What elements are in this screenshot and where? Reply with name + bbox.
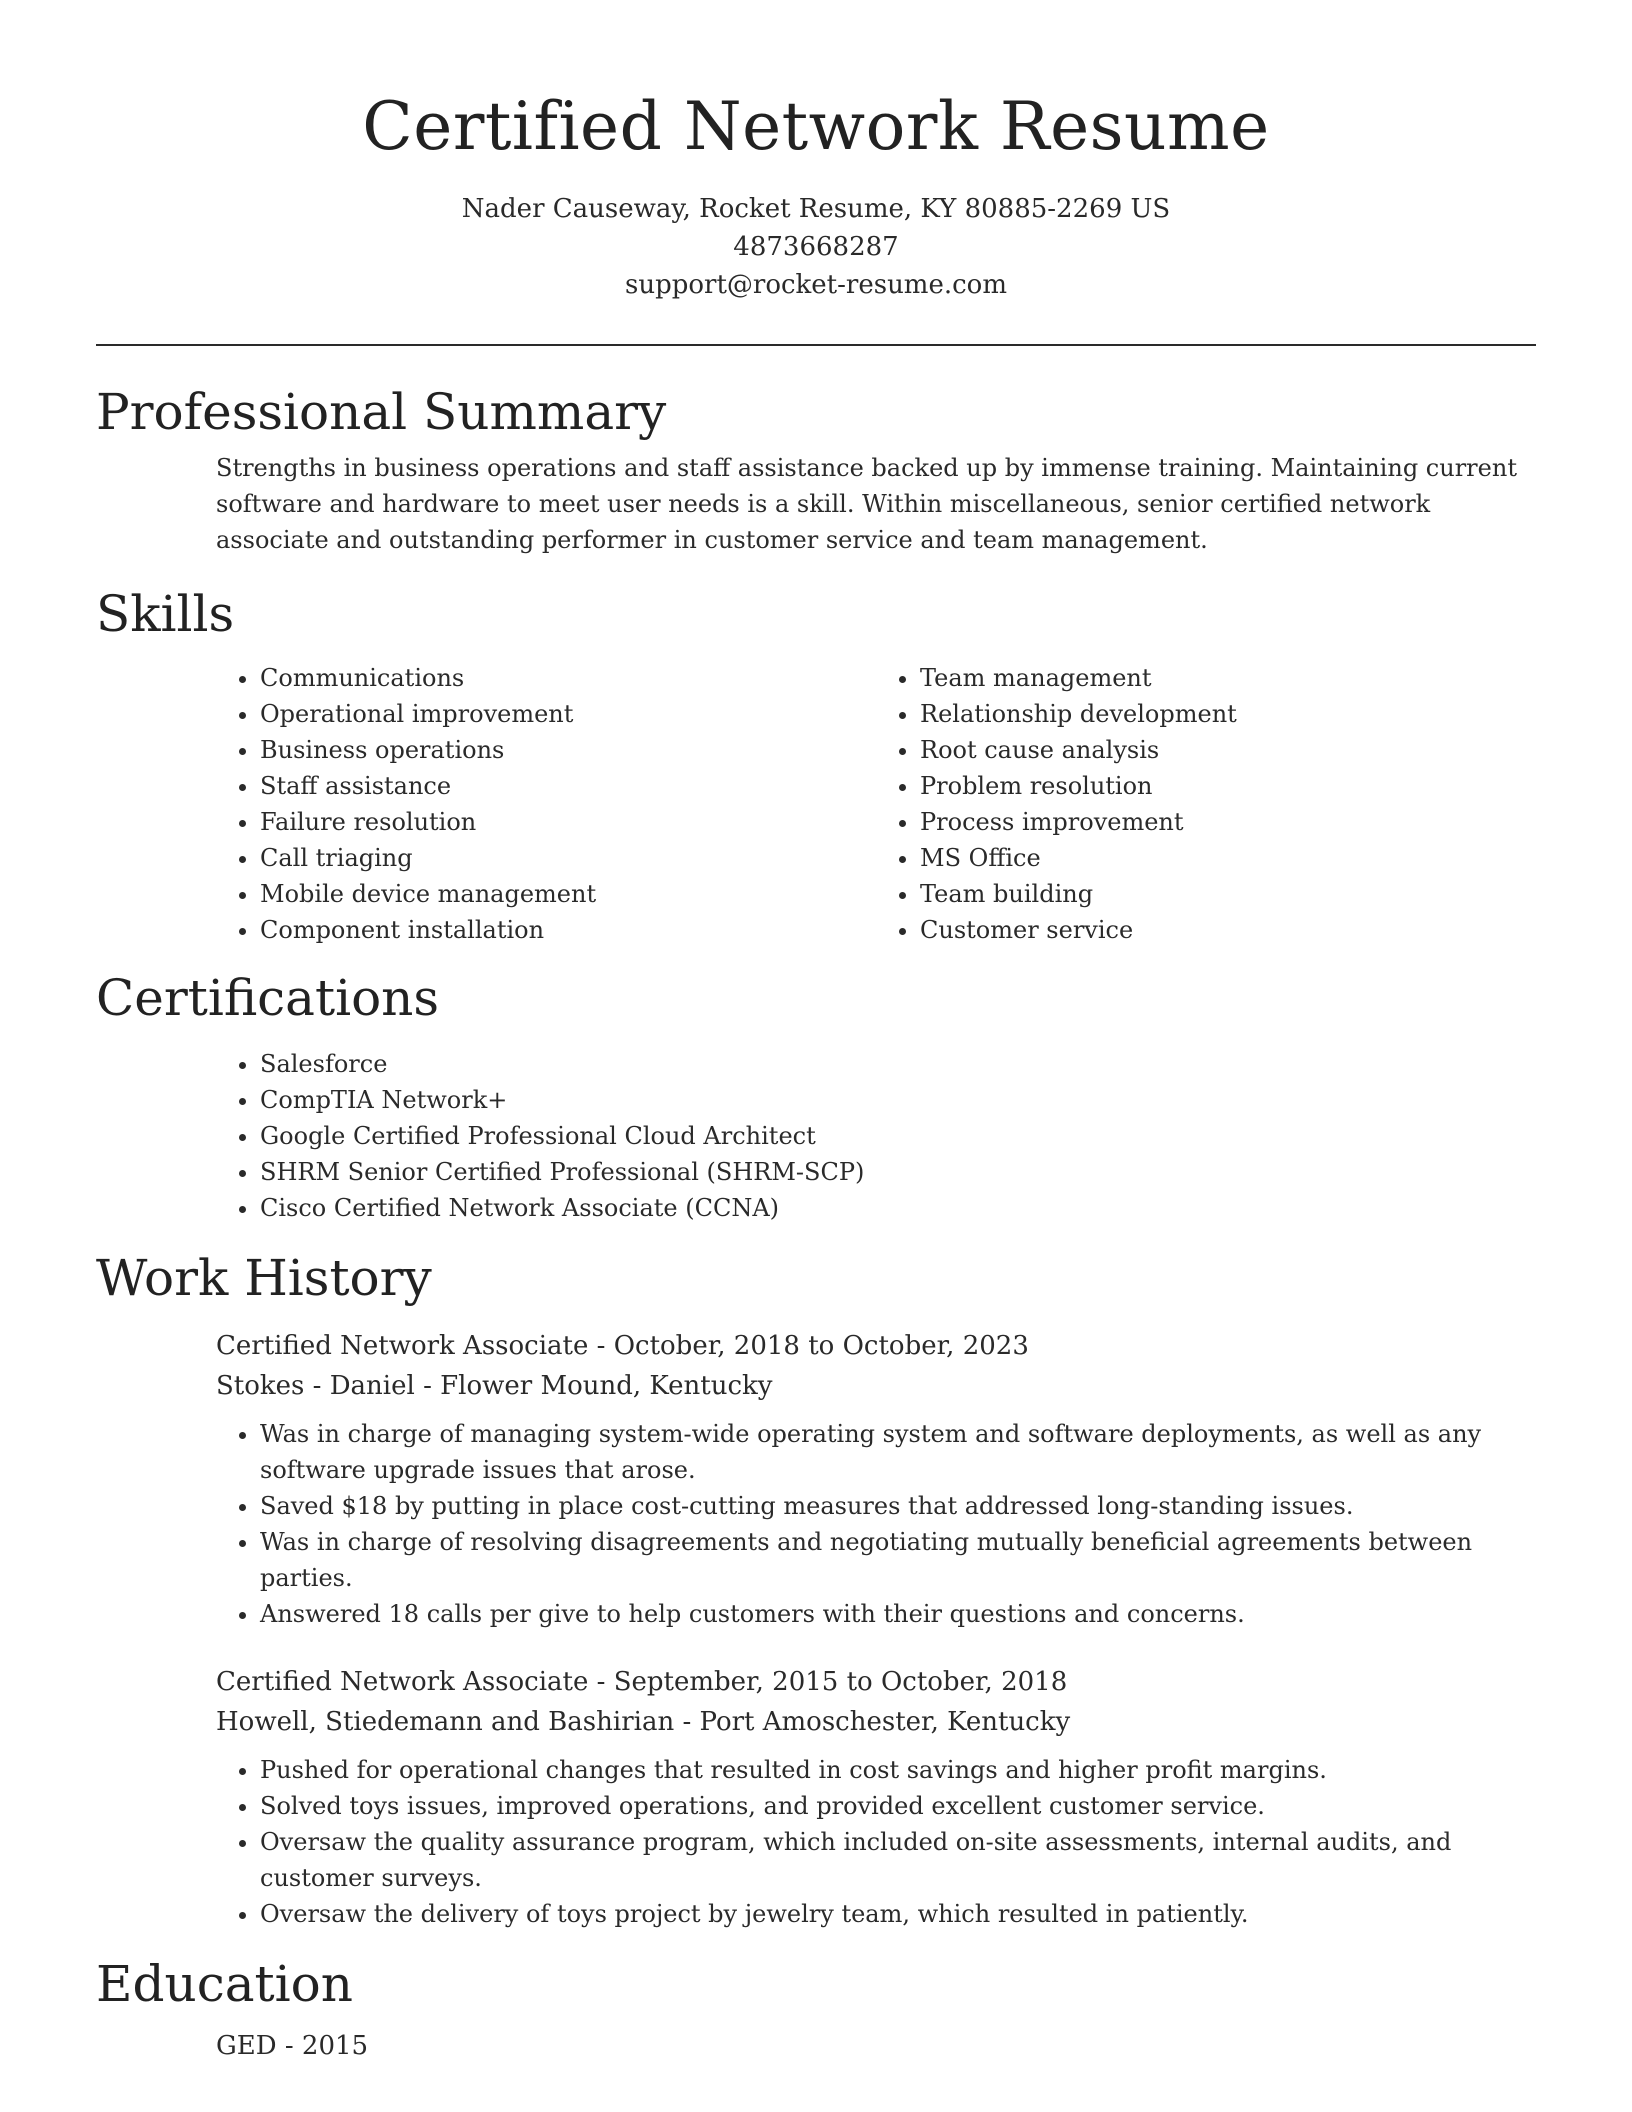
skill-item: • Relationship development bbox=[920, 696, 1536, 732]
skill-item: • Mobile device management bbox=[260, 876, 876, 912]
certifications-section bbox=[96, 968, 1536, 1226]
job-bullet: • Answered 18 calls per give to help customers with their questions and concerns. bbox=[260, 1596, 1536, 1632]
certification-item: • CompTIA Network+ bbox=[260, 1082, 1536, 1118]
job-bullet: • Was in charge of managing system-wide operating system and software deployments, as well as any software upgrade issues that arose. bbox=[260, 1416, 1536, 1488]
job-entry bbox=[216, 1326, 1536, 1632]
certifications-list bbox=[216, 1046, 1536, 1226]
skill-item: • MS Office bbox=[920, 840, 1536, 876]
education-entry: GED - 2015 bbox=[216, 2031, 369, 2061]
resume-page bbox=[96, 0, 1536, 2066]
skill-item: • Process improvement bbox=[920, 804, 1536, 840]
education-heading: Education bbox=[96, 1955, 353, 2013]
skill-item: • Problem resolution bbox=[920, 768, 1536, 804]
resume-header bbox=[96, 0, 1536, 304]
resume-title: Certified Network Resume bbox=[362, 88, 1270, 165]
education-section bbox=[96, 1954, 1536, 2066]
job-title-line: Certified Network Associate - September, 2015 to October, 2018 bbox=[216, 1667, 1068, 1697]
skills-section bbox=[96, 584, 1536, 948]
certification-item: • SHRM Senior Certified Professional (SHRM-SCP) bbox=[260, 1154, 1536, 1190]
skills-columns bbox=[216, 660, 1536, 948]
contact-phone: 4873668287 bbox=[733, 232, 899, 262]
certifications-heading: Certifications bbox=[96, 969, 440, 1027]
job-company-line: Howell, Stiedemann and Bashirian - Port Amoschester, Kentucky bbox=[216, 1707, 1071, 1737]
skill-item: • Call triaging bbox=[260, 840, 876, 876]
skill-item: • Failure resolution bbox=[260, 804, 876, 840]
skill-item: • Customer service bbox=[920, 912, 1536, 948]
certification-item: • Salesforce bbox=[260, 1046, 1536, 1082]
job-title-line: Certified Network Associate - October, 2018 to October, 2023 bbox=[216, 1331, 1029, 1361]
skill-item: • Operational improvement bbox=[260, 696, 876, 732]
skill-item: • Business operations bbox=[260, 732, 876, 768]
skills-heading: Skills bbox=[96, 585, 235, 643]
contact-block bbox=[96, 190, 1536, 304]
job-bullet: • Saved $18 by putting in place cost-cutting measures that addressed long-standing issues. bbox=[260, 1488, 1536, 1524]
skill-item: • Communications bbox=[260, 660, 876, 696]
contact-email: support@rocket-resume.com bbox=[624, 270, 1007, 300]
job-bullet: • Oversaw the quality assurance program, which included on-site assessments, internal audits, and customer surveys. bbox=[260, 1824, 1536, 1896]
skill-item: • Component installation bbox=[260, 912, 876, 948]
job-bullets bbox=[216, 1752, 1536, 1932]
summary-heading: Professional Summary bbox=[96, 383, 667, 441]
work-history-heading: Work History bbox=[96, 1249, 432, 1307]
job-bullet: • Pushed for operational changes that resulted in cost savings and higher profit margins. bbox=[260, 1752, 1536, 1788]
job-company-line: Stokes - Daniel - Flower Mound, Kentucky bbox=[216, 1371, 773, 1401]
job-bullet: • Oversaw the delivery of toys project by jewelry team, which resulted in patiently. bbox=[260, 1896, 1536, 1932]
skills-list-left bbox=[216, 660, 876, 948]
skills-list-right bbox=[876, 660, 1536, 948]
skill-item: • Team management bbox=[920, 660, 1536, 696]
job-bullet: • Solved toys issues, improved operations, and provided excellent customer service. bbox=[260, 1788, 1536, 1824]
contact-address: Nader Causeway, Rocket Resume, KY 80885-2269 US bbox=[461, 194, 1171, 224]
skill-item: • Team building bbox=[920, 876, 1536, 912]
skill-item: • Root cause analysis bbox=[920, 732, 1536, 768]
job-bullets bbox=[216, 1416, 1536, 1632]
summary-section bbox=[96, 382, 1536, 558]
summary-text: Strengths in business operations and staff assistance backed up by immense training. Maintaining current software and hardware to meet user needs is a skill. Within miscellaneous, senior certified network associate and outstanding performer in customer service and team management. bbox=[216, 454, 1517, 554]
job-entry bbox=[216, 1662, 1536, 1932]
work-history-section bbox=[96, 1248, 1536, 1932]
certification-item: • Google Certified Professional Cloud Architect bbox=[260, 1118, 1536, 1154]
job-bullet: • Was in charge of resolving disagreements and negotiating mutually beneficial agreements between parties. bbox=[260, 1524, 1536, 1596]
skill-item: • Staff assistance bbox=[260, 768, 876, 804]
header-divider bbox=[96, 344, 1536, 346]
certification-item: • Cisco Certified Network Associate (CCNA) bbox=[260, 1190, 1536, 1226]
